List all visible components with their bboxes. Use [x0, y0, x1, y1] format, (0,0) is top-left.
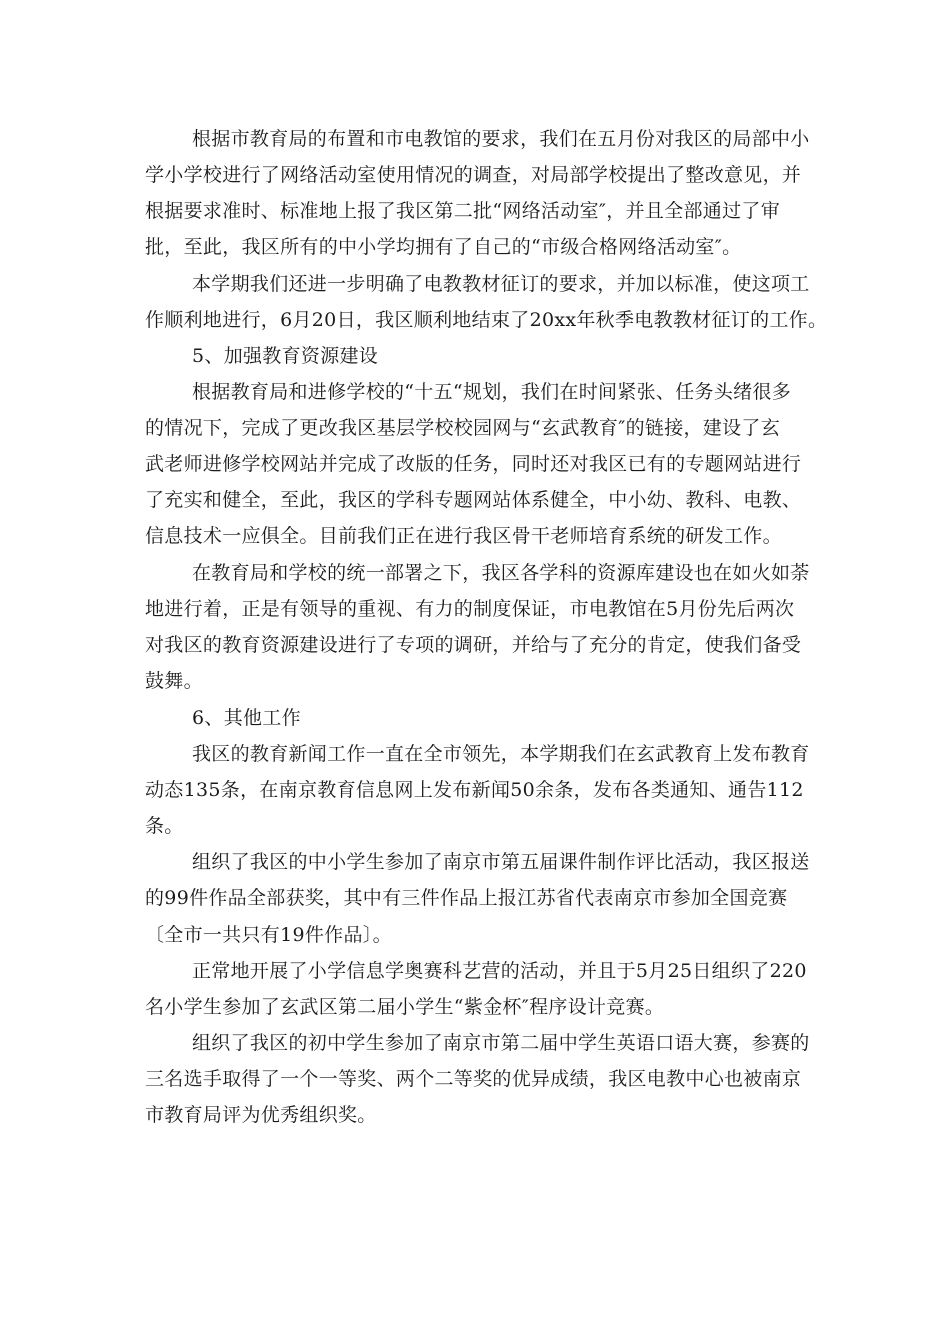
paragraph-line: 的情况下，完成了更改我区基层学校校园网与“玄武教育″的链接，建设了玄	[145, 417, 781, 439]
paragraph-line: 三名选手取得了一个一等奖、两个二等奖的优异成绩，我区电教中心也被南京	[145, 1068, 802, 1090]
section-heading: 5、加强教育资源建设	[192, 345, 379, 367]
paragraph-line: 我区的教育新闻工作一直在全市领先，本学期我们在玄武教育上发布教育	[192, 743, 810, 765]
paragraph-line: 根据市教育局的布置和市电教馆的要求，我们在五月份对我区的局部中小	[192, 128, 810, 150]
section-heading: 6、其他工作	[192, 707, 301, 729]
paragraph-line: 学小学校进行了网络活动室使用情况的调查，对局部学校提出了整改意见，并	[145, 164, 802, 186]
paragraph-line: 作顺利地进行，6月20日，我区顺利地结束了20xx年秋季电教教材征订的工作。	[145, 309, 828, 331]
paragraph-line: 武老师进修学校网站并完成了改版的任务，同时还对我区已有的专题网站进行	[145, 453, 802, 475]
paragraph-line: 〔全市一共只有19件作品〕。	[145, 924, 392, 946]
paragraph-line: 地进行着，正是有领导的重视、有力的制度保证，市电教馆在5月份先后两次	[145, 598, 795, 620]
paragraph-line: 名小学生参加了玄武区第二届小学生“紫金杯″程序设计竞赛。	[145, 996, 665, 1018]
paragraph-line: 了充实和健全，至此，我区的学科专题网站体系健全，中小幼、教科、电教、	[145, 489, 802, 511]
paragraph-line: 鼓舞。	[145, 670, 203, 692]
paragraph-line: 条。	[145, 815, 184, 837]
paragraph-line: 根据要求准时、标准地上报了我区第二批“网络活动室″，并且全部通过了审	[145, 200, 781, 222]
paragraph-line: 正常地开展了小学信息学奥赛科艺营的活动，并且于5月25日组织了220	[192, 960, 807, 982]
paragraph-line: 本学期我们还进一步明确了电教教材征订的要求，并加以标准，使这项工	[192, 273, 810, 295]
paragraph-line: 市教育局评为优秀组织奖。	[145, 1104, 377, 1126]
paragraph-line: 对我区的教育资源建设进行了专项的调研，并给与了充分的肯定，使我们备受	[145, 634, 802, 656]
paragraph-line: 根据教育局和进修学校的“十五“规划，我们在时间紧张、任务头绪很多	[192, 381, 792, 403]
paragraph-line: 动态135条，在南京教育信息网上发布新闻50余条，发布各类通知、通告112	[145, 779, 804, 801]
paragraph-line: 组织了我区的初中学生参加了南京市第二届中学生英语口语大赛，参赛的	[192, 1032, 810, 1054]
paragraph-line: 的99件作品全部获奖，其中有三件作品上报江苏省代表南京市参加全国竞赛	[145, 887, 788, 909]
paragraph-line: 信息技术一应俱全。目前我们正在进行我区骨干老师培育系统的研发工作。	[145, 525, 782, 547]
paragraph-line: 在教育局和学校的统一部署之下，我区各学科的资源库建设也在如火如荼	[192, 562, 810, 584]
paragraph-line: 批，至此，我区所有的中小学均拥有了自己的“市级合格网络活动室″。	[145, 236, 742, 258]
paragraph-line: 组织了我区的中小学生参加了南京市第五届课件制作评比活动，我区报送	[192, 851, 810, 873]
